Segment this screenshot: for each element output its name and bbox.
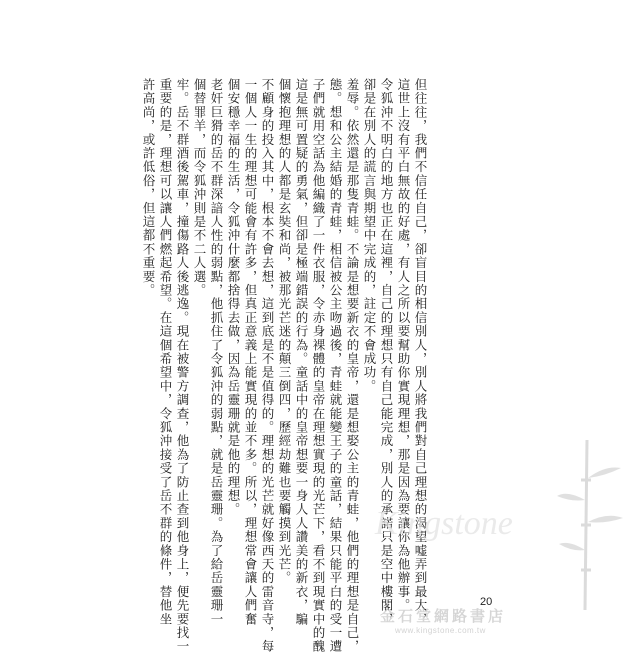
text-column-15: 令狐沖不明白的地方也正在這裡，自己的理想只有自己能完成，別人的承諾只是空中樓閣，	[379, 78, 394, 626]
text-column-7: 一個人一生的理想可能會有許多，但真正意義上能實現的並不多。所以，理想常會讓人們奮	[243, 78, 258, 626]
text-column-6: 個安穩幸福的生活，令狐沖什麼都捨得去做，因為岳靈珊就是他的理想。	[226, 78, 241, 517]
text-column-1: 許高尚，或許低俗，但這都不重要。	[141, 78, 156, 298]
watermark-url: www.kingstone.com.tw	[395, 626, 486, 635]
bamboo-watermark-icon	[555, 440, 625, 610]
text-column-9: 個懷抱理想的人都是玄奘和尚，被那光芒迷的顛三倒四，歷經劫難也要觸摸到光芒。	[277, 78, 292, 585]
watermark-logo: Kingstone	[375, 505, 513, 542]
text-column-17: 但往往，我們不信任自己，卻盲目的相信別人，別人將我們對自己理想的渴望嘘弄到最大，	[413, 78, 428, 626]
text-column-4: 個替罪羊，而令狐沖則是不二人選。	[192, 78, 207, 298]
text-column-8: 不顧身的投入其中，根本不會去想，這到底是不是值得的。理想的光芒就好像西天的雷音寺，每	[260, 78, 275, 653]
text-column-11: 子們就用空話為他編織了一件衣服，令赤身裸體的皇帝在理想實現的光芒下，看不到現實中的醜	[311, 78, 326, 653]
text-column-14: 卻是在別人的謊言與期望中完成的，註定不會成功。	[362, 78, 377, 394]
text-column-13: 羞辱。依然還是那隻青蛙。不論是想要新衣的皇帝，還是想娶公主的青蛙，他們的理想是自己，	[345, 78, 360, 653]
text-column-12: 態。想和公主結婚的青蛙，相信被公主吻過後，青蛙就能變王子的童話，結果只能平白的受一遭	[328, 78, 343, 653]
text-column-16: 這世上沒有平白無故的好處，有人之所以要幫助你實現理想，那是因為要讓你為他辦事。	[396, 78, 411, 613]
text-column-3: 牢。岳不群酒後駕車，撞傷路人後逃逸。現在被警方調查，他為了防止查到他身上，便先要找一	[175, 78, 190, 653]
text-column-5: 老奸巨猾的岳不群深諳人性的弱點，他抓住了令狐沖的弱點，就是岳靈珊。為了給岳靈珊一	[209, 78, 224, 626]
watermark-title: 金石堂網路書店	[380, 607, 507, 625]
text-column-10: 這是無可置疑的勇氣，但卻是極端錯誤的行為。童話中的皇帝想要一身人人讚美的新衣，騙	[294, 78, 309, 626]
text-column-2: 重要的是，理想可以讓人們燃起希望。在這個希望中，令狐沖接受了岳不群的條件，替他坐	[158, 78, 173, 626]
page-number: 20	[480, 596, 493, 608]
